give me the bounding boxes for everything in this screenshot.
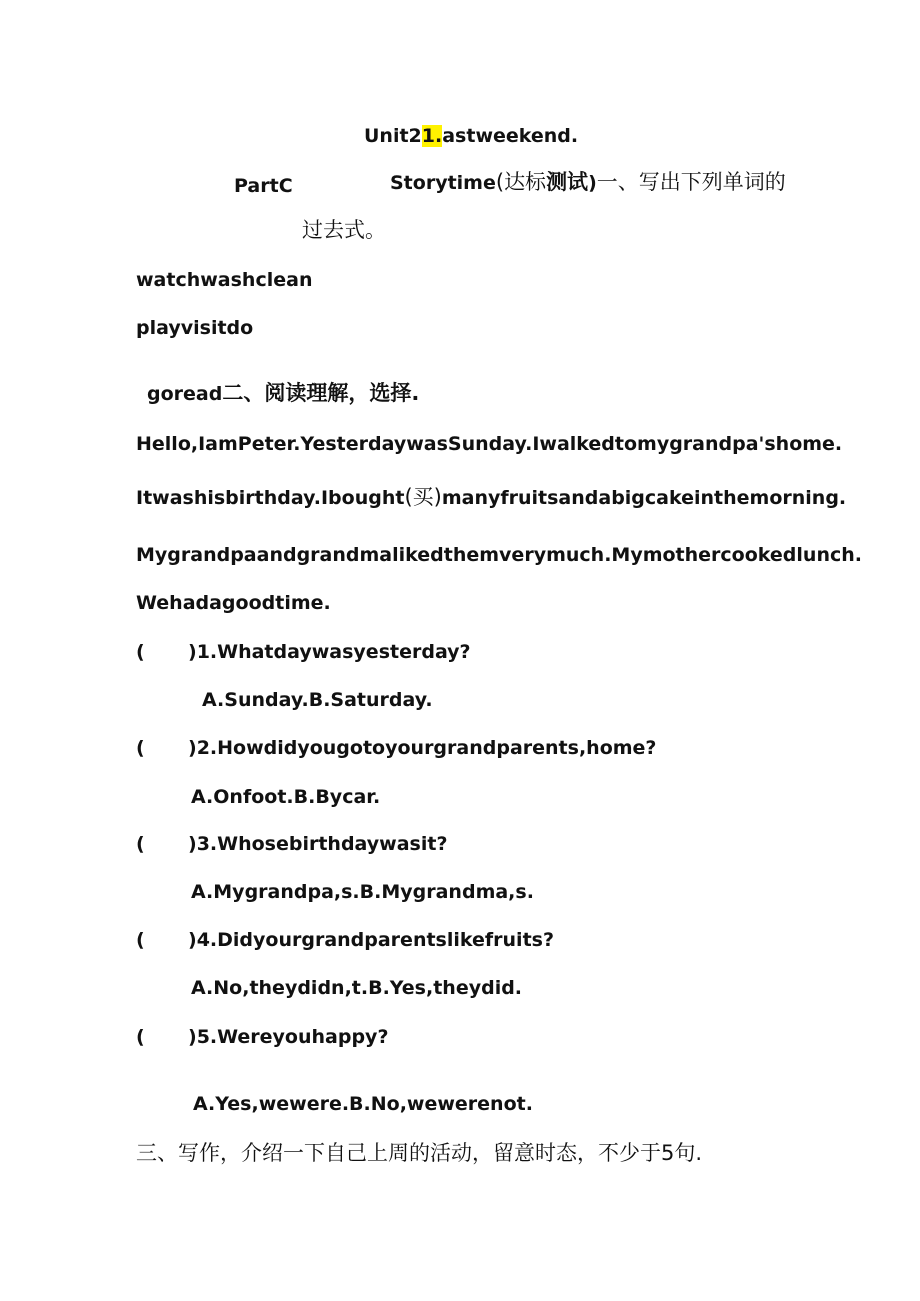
question-text: [188, 1025, 388, 1049]
question-text: [188, 832, 447, 856]
question-options: A.Onfoot.B.Bycar.: [191, 786, 381, 808]
answer-paren-open: (: [136, 929, 145, 951]
question-stem: 2.Howdidyougotoyourgrandparents,home?: [196, 737, 657, 759]
word-row-1: watchwashclean: [136, 269, 313, 291]
answer-paren-close: ): [188, 641, 197, 663]
paren-open: (: [495, 170, 505, 194]
page-title: [364, 124, 578, 148]
paren-close: ): [588, 172, 597, 194]
answer-paren-open: (: [136, 737, 145, 759]
answer-paren-open: (: [136, 833, 145, 855]
answer-paren-open: (: [136, 1026, 145, 1048]
cn-tag: 达标: [504, 170, 547, 194]
question-stem: 4.Didyourgrandparentslikefruits?: [196, 929, 554, 951]
answer-paren-close: ): [188, 1026, 197, 1048]
word-row-2: playvisitdo: [136, 317, 254, 339]
title-highlight: 1.: [421, 125, 443, 147]
question-options: A.Sunday.B.Saturday.: [202, 689, 433, 711]
section1-title-continued: 过去式。: [302, 218, 386, 242]
question-stem: 3.Whosebirthdaywasit?: [196, 833, 448, 855]
passage-line-3: Mygrandpaandgrandmalikedthemverymuch.Mymothercookedlunch.: [136, 544, 862, 566]
passage-line-2-text: Itwashisbirthday.Ibought: [136, 487, 405, 509]
section3-title: 三、写作，介绍一下自己上周的活动，留意时态，不少于5句.: [136, 1141, 703, 1165]
title-text-end: astweekend.: [442, 125, 579, 147]
question-options: A.Yes,wewere.B.No,wewerenot.: [193, 1093, 533, 1115]
answer-paren-close: ): [188, 929, 197, 951]
passage-gloss: (买): [404, 485, 442, 509]
question-text: [188, 736, 656, 760]
storytime-text: Storytime: [390, 172, 496, 194]
question-text: [188, 640, 471, 664]
word-row-3: [147, 381, 419, 406]
passage-line-4: Wehadagoodtime.: [136, 592, 331, 614]
cn-tag-bold: 测试: [546, 170, 589, 194]
passage-line-2: [136, 485, 846, 510]
part-label: PartC: [234, 175, 293, 197]
question-stem: 5.Wereyouhappy?: [196, 1026, 389, 1048]
storytime-heading: [390, 170, 786, 195]
title-text-start: Unit2: [364, 125, 422, 147]
passage-line-2-rest: manyfruitsandabigcakeinthemorning.: [441, 487, 847, 509]
answer-paren-open: (: [136, 641, 145, 663]
answer-paren-close: ): [188, 833, 197, 855]
answer-paren-close: ): [188, 737, 197, 759]
section1-title: 一、写出下列单词的: [596, 170, 786, 194]
question-text: [188, 928, 554, 952]
question-stem: 1.Whatdaywasyesterday?: [196, 641, 471, 663]
passage-line-1: Hello,IamPeter.YesterdaywasSunday.Iwalkedtomygrandpa'shome.: [136, 433, 843, 455]
section2-title: 二、阅读理解，选择.: [222, 381, 420, 405]
word-row-3-text: goread: [147, 383, 223, 405]
question-options: A.No,theydidn,t.B.Yes,theydid.: [191, 977, 523, 999]
question-options: A.Mygrandpa,s.B.Mygrandma,s.: [191, 881, 534, 903]
